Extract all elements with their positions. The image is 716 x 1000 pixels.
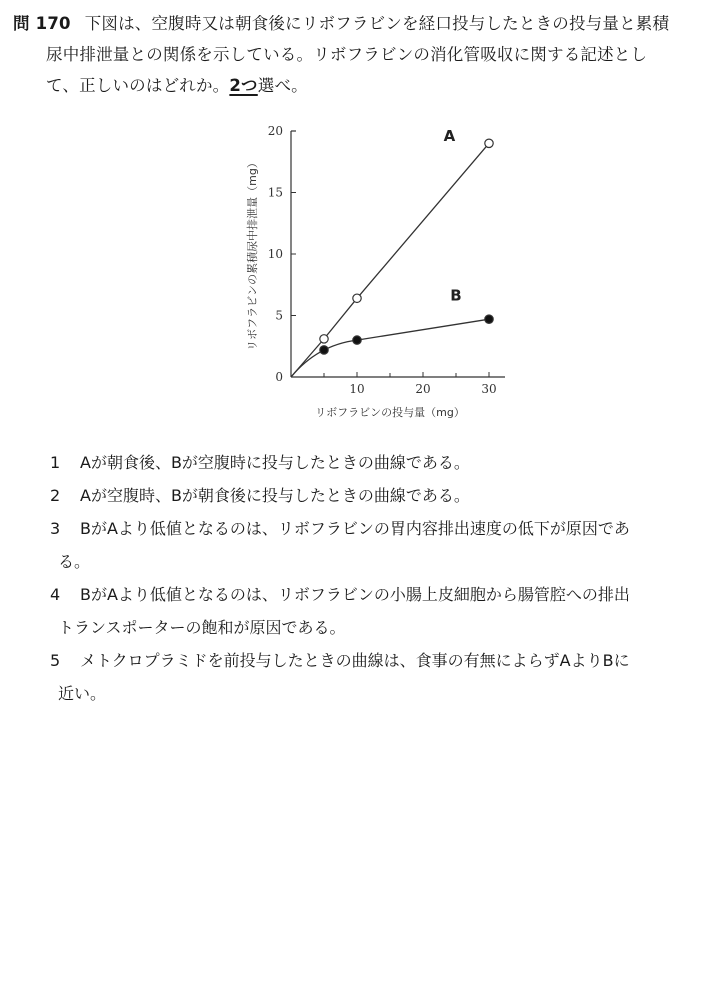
option-text: BがAより低値となるのは、リボフラビンの胃内容排出速度の低下が原因であ [80, 519, 630, 538]
option-text: BがAより低値となるのは、リボフラビンの小腸上皮細胞から腸管腔への排出 [80, 585, 630, 604]
question-stem [13, 8, 713, 101]
data-point-B [353, 336, 361, 344]
option-line [50, 446, 710, 479]
answer-options [50, 446, 710, 710]
option-text-continued: トランスポーターの飽和が原因である。 [58, 618, 346, 637]
option-text: メトクロプラミドを前投与したときの曲線は、食事の有無によらずAよりBに [80, 651, 630, 670]
y-tick-label: 10 [267, 247, 283, 261]
data-point-A [485, 139, 493, 147]
option-line [50, 644, 710, 677]
x-tick-label: 20 [415, 382, 431, 396]
option-4 [50, 578, 710, 644]
option-text-continued: る。 [58, 552, 91, 571]
option-2 [50, 479, 710, 512]
option-number: 3 [50, 519, 61, 538]
question-line-2: 尿中排泄量との関係を示している。リボフラビンの消化管吸収に関する記述とし [46, 45, 648, 64]
select-count-emphasis: 2つ [229, 76, 258, 95]
y-axis-title: リボフラビンの累積尿中排泄量（mg） [246, 157, 259, 351]
data-point-A [353, 294, 361, 302]
data-point-B [320, 346, 328, 354]
question-text-3: て、正しいのはどれか。 [46, 76, 230, 95]
series-label-A: A [443, 126, 456, 145]
data-point-A [320, 335, 328, 343]
question-text-1: 下図は、空腹時又は朝食後にリボフラビンを経口投与したときの投与量と累積 [84, 14, 670, 33]
x-axis-title: リボフラビンの投与量（mg） [315, 406, 465, 419]
option-1 [50, 446, 710, 479]
y-tick-label: 5 [275, 308, 283, 323]
option-text: Aが空腹時、Bが朝食後に投与したときの曲線である。 [80, 486, 470, 505]
excretion-chart [240, 120, 520, 430]
chart-svg [240, 120, 520, 430]
data-point-B [485, 315, 493, 323]
option-line [50, 479, 710, 512]
question-text-3-end: 選べ。 [257, 76, 308, 95]
option-number: 1 [50, 453, 61, 472]
question-line-3 [13, 70, 713, 101]
option-line [50, 512, 710, 545]
question-number: 問 170 [13, 14, 71, 33]
option-5 [50, 644, 710, 710]
option-number: 4 [50, 585, 61, 604]
option-line [50, 578, 710, 611]
option-number: 5 [50, 651, 61, 670]
y-tick-label: 20 [267, 124, 283, 138]
option-text: Aが朝食後、Bが空腹時に投与したときの曲線である。 [80, 453, 470, 472]
question-line-1 [13, 8, 713, 39]
y-tick-label: 0 [275, 370, 283, 384]
x-tick-label: 30 [481, 382, 497, 396]
option-number: 2 [50, 486, 61, 505]
x-tick-label: 10 [349, 382, 365, 396]
option-text-continued: 近い。 [58, 684, 107, 703]
series-label-B: B [450, 286, 462, 305]
option-3 [50, 512, 710, 578]
y-tick-label: 15 [267, 185, 283, 200]
